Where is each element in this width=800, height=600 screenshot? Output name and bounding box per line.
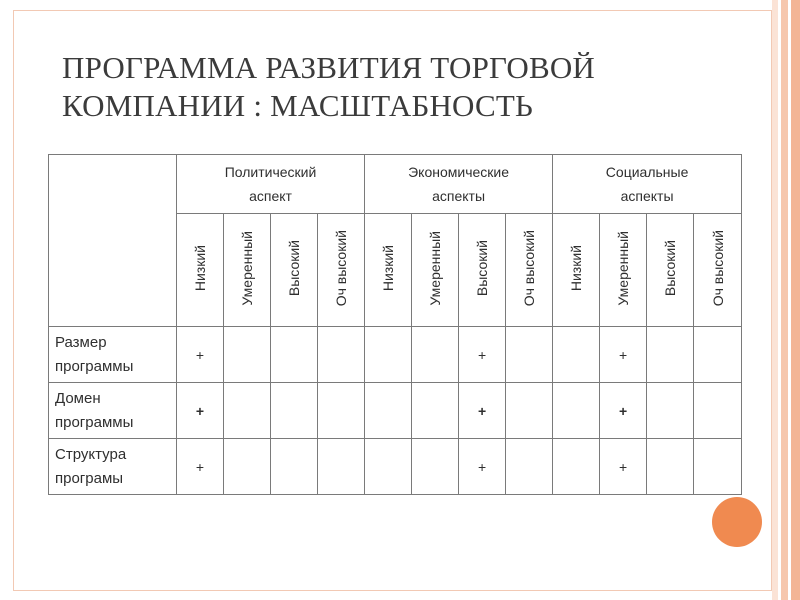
table-cell — [271, 439, 318, 495]
table-cell — [318, 327, 365, 383]
level-header: Оч высокий — [694, 214, 742, 327]
corner-cell — [49, 155, 177, 327]
table-cell: + — [177, 383, 224, 439]
slide-title — [62, 49, 702, 125]
table-cell — [506, 383, 553, 439]
table-cell — [412, 383, 459, 439]
row-label: Размер программы — [49, 327, 177, 383]
aspect-header-economic — [365, 155, 553, 214]
table-cell: + — [459, 327, 506, 383]
scale-table — [48, 154, 742, 495]
level-header: Высокий — [271, 214, 318, 327]
aspect-name: Политический — [224, 164, 317, 180]
level-header: Умеренный — [600, 214, 647, 327]
table-cell: + — [600, 383, 647, 439]
level-header: Умеренный — [224, 214, 271, 327]
table-cell — [271, 327, 318, 383]
table-cell — [271, 383, 318, 439]
level-header: Оч высокий — [506, 214, 553, 327]
table-cell: + — [459, 439, 506, 495]
level-header: Умеренный — [412, 214, 459, 327]
table-cell — [506, 327, 553, 383]
table-cell — [647, 383, 694, 439]
aspect-name-cont: аспект — [249, 188, 292, 204]
decorative-circle — [712, 497, 762, 547]
table-cell — [412, 439, 459, 495]
table-cell — [224, 439, 271, 495]
level-header: Низкий — [365, 214, 412, 327]
table-cell: + — [600, 327, 647, 383]
aspect-name: Социальные — [605, 164, 689, 180]
table-cell — [553, 439, 600, 495]
title-line-2: КОМПАНИИ : МАСШТАБНОСТЬ — [62, 88, 534, 123]
decorative-stripes — [772, 0, 800, 600]
level-header: Низкий — [177, 214, 224, 327]
table-cell — [224, 327, 271, 383]
table-cell — [694, 383, 742, 439]
level-header: Оч высокий — [318, 214, 365, 327]
row-label: Домен программы — [49, 383, 177, 439]
table-cell — [365, 327, 412, 383]
table-cell — [412, 327, 459, 383]
table-cell — [224, 383, 271, 439]
table-cell — [318, 439, 365, 495]
title-line-1: ПРОГРАММА РАЗВИТИЯ ТОРГОВОЙ — [62, 50, 596, 85]
aspect-header-social — [553, 155, 742, 214]
table-cell: + — [459, 383, 506, 439]
table-cell — [694, 439, 742, 495]
level-header: Высокий — [459, 214, 506, 327]
table-cell — [365, 383, 412, 439]
table-row — [49, 327, 742, 383]
table-cell: + — [177, 327, 224, 383]
aspect-name: Экономические — [408, 164, 510, 180]
row-label: Структура програмы — [49, 439, 177, 495]
table-row — [49, 439, 742, 495]
table-cell — [506, 439, 553, 495]
aspect-header-political — [177, 155, 365, 214]
table-row — [49, 383, 742, 439]
aspect-name-cont: аспекты — [432, 188, 486, 204]
level-header: Высокий — [647, 214, 694, 327]
level-header: Низкий — [553, 214, 600, 327]
table-cell — [553, 383, 600, 439]
table-cell: + — [177, 439, 224, 495]
table-cell — [553, 327, 600, 383]
table-cell — [318, 383, 365, 439]
aspect-name-cont: аспекты — [620, 188, 674, 204]
table-cell — [647, 327, 694, 383]
table-cell — [647, 439, 694, 495]
table-cell — [694, 327, 742, 383]
table-cell — [365, 439, 412, 495]
table-cell: + — [600, 439, 647, 495]
